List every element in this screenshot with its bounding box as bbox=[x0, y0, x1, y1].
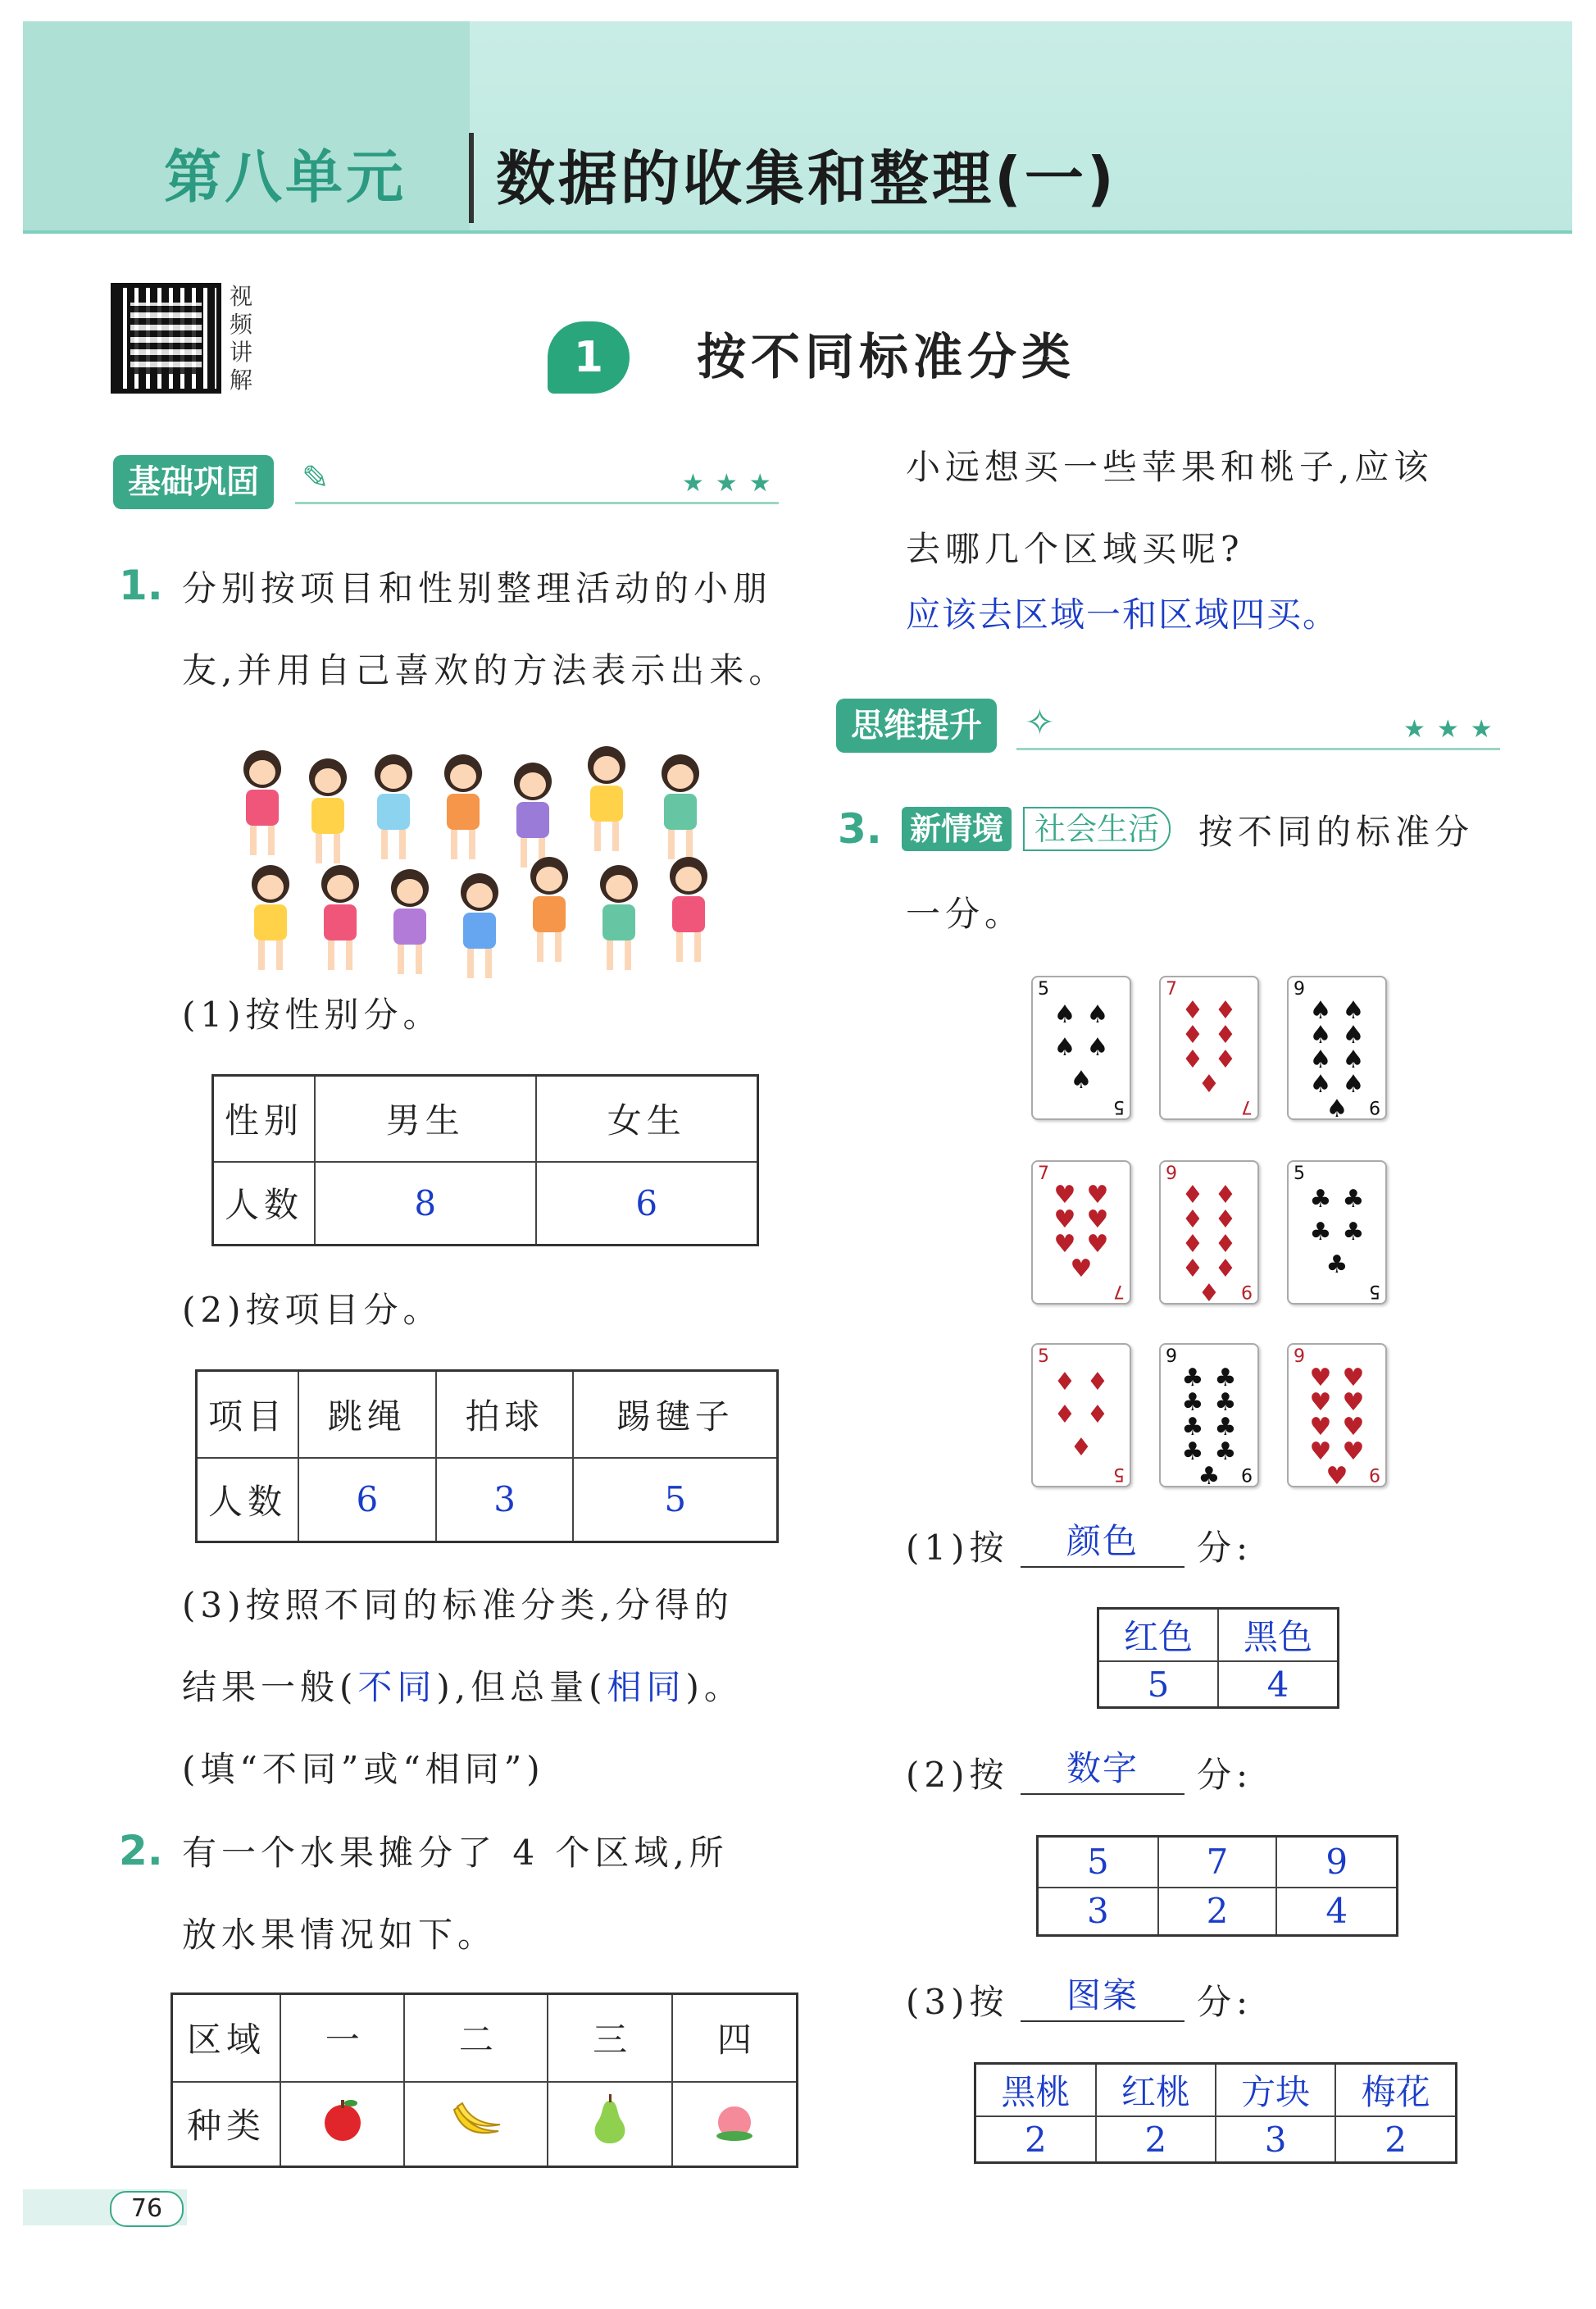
answer-cell: 2 bbox=[1335, 2116, 1456, 2163]
q3-part2-answer: 数字 bbox=[1021, 1744, 1184, 1795]
lesson-number-badge: 1 bbox=[548, 321, 630, 394]
unit-label: 第八单元 bbox=[164, 143, 407, 211]
card-suit-pips bbox=[1048, 1366, 1115, 1464]
answer-cell: 2 bbox=[975, 2116, 1096, 2163]
q3-part2-suffix: 分: bbox=[1197, 1755, 1253, 1795]
answer-cell: 6 bbox=[298, 1458, 436, 1542]
answer-cell: 5 bbox=[573, 1458, 777, 1542]
playing-card bbox=[1159, 1160, 1259, 1308]
table-header: 性别 bbox=[213, 1076, 316, 1162]
playing-card bbox=[1287, 1160, 1387, 1305]
card-rank: 7 bbox=[1166, 979, 1177, 1000]
q1-part3-line2 bbox=[182, 1663, 743, 1712]
q3-part3-suffix: 分: bbox=[1197, 1982, 1253, 2022]
q2-line1: 有一个水果摊分了 4 个区域,所 bbox=[182, 1833, 729, 1873]
section-basic-label: 基础巩固 bbox=[128, 463, 259, 501]
suit-icon: ♦ bbox=[1214, 996, 1237, 1025]
suit-icon: ♣ bbox=[1181, 1413, 1204, 1441]
suit-icon: ♥ bbox=[1325, 1462, 1348, 1491]
suit-icon: ♦ bbox=[1214, 1205, 1237, 1234]
text-fragment: )。 bbox=[685, 1667, 743, 1707]
card-rank: 9 bbox=[1241, 1281, 1253, 1301]
suit-icon: ♥ bbox=[1309, 1437, 1332, 1466]
q1-number: 1. bbox=[119, 562, 163, 609]
q1-line1: 分别按项目和性别整理活动的小朋 bbox=[182, 568, 773, 608]
suit-icon: ♦ bbox=[1070, 1433, 1093, 1462]
table-header: 区域 bbox=[172, 1994, 281, 2082]
suit-icon: ♥ bbox=[1342, 1388, 1365, 1417]
suit-icon: ♠ bbox=[1342, 996, 1365, 1025]
qr-code-icon[interactable] bbox=[111, 283, 221, 394]
answer-cell: 3 bbox=[436, 1458, 574, 1542]
answer-cell: 4 bbox=[1218, 1661, 1339, 1708]
card-rank: 5 bbox=[1294, 1164, 1305, 1184]
q1-activity-table bbox=[195, 1369, 779, 1543]
answer-blank-2: 相同 bbox=[607, 1667, 686, 1707]
section-basic-stars: ★★★ bbox=[682, 469, 783, 498]
q1-gender-table bbox=[211, 1074, 759, 1246]
q3-line1: 按不同的标准分 bbox=[1198, 812, 1475, 852]
table-header: 梅花 bbox=[1335, 2064, 1456, 2117]
suit-icon: ♣ bbox=[1198, 1462, 1221, 1491]
suit-icon: ♣ bbox=[1181, 1388, 1204, 1417]
card-rank: 9 bbox=[1166, 1164, 1177, 1184]
table-header: 7 bbox=[1158, 1837, 1277, 1888]
card-rank: 5 bbox=[1113, 1096, 1125, 1117]
playing-card bbox=[1031, 976, 1131, 1120]
card-rank: 5 bbox=[1038, 1346, 1049, 1367]
suit-icon: ♥ bbox=[1086, 1230, 1109, 1259]
suit-icon: ♥ bbox=[1342, 1364, 1365, 1392]
suit-icon: ♥ bbox=[1053, 1205, 1076, 1234]
answer-cell: 2 bbox=[1158, 1888, 1277, 1936]
answer-cell: 3 bbox=[1216, 2116, 1335, 2163]
suit-icon: ♠ bbox=[1086, 1000, 1109, 1029]
suit-icon: ♦ bbox=[1181, 1181, 1204, 1209]
q3-tag-new-context: 新情境 bbox=[902, 807, 1012, 851]
suit-icon: ♦ bbox=[1181, 1045, 1204, 1074]
suit-icon: ♦ bbox=[1214, 1255, 1237, 1283]
card-rank: 9 bbox=[1294, 1346, 1305, 1367]
card-suit-pips bbox=[1175, 1364, 1243, 1491]
suit-icon: ♠ bbox=[1309, 1045, 1332, 1074]
section-basic-line bbox=[295, 502, 779, 504]
suit-icon: ♣ bbox=[1214, 1388, 1237, 1417]
suit-icon: ♣ bbox=[1325, 1250, 1348, 1279]
card-rank: 7 bbox=[1241, 1096, 1253, 1117]
q1-line2: 友,并用自己喜欢的方法表示出来。 bbox=[182, 650, 789, 690]
section-basic-banner bbox=[113, 455, 274, 509]
table-header: 三 bbox=[548, 1994, 671, 2082]
playing-card bbox=[1031, 1160, 1131, 1305]
q2-question-line2: 去哪几个区域买呢? bbox=[906, 529, 1244, 569]
suit-icon: ♣ bbox=[1181, 1437, 1204, 1466]
table-header: 四 bbox=[672, 1994, 798, 2082]
section-advanced-banner bbox=[836, 699, 997, 753]
q3-part1-answer: 颜色 bbox=[1021, 1517, 1184, 1568]
suit-icon: ♦ bbox=[1181, 996, 1204, 1025]
suit-icon: ♥ bbox=[1086, 1205, 1109, 1234]
q3-line2: 一分。 bbox=[906, 894, 1025, 934]
card-rank: 5 bbox=[1113, 1464, 1125, 1484]
q2-answer: 应该去区域一和区域四买。 bbox=[906, 594, 1339, 635]
suit-icon: ♠ bbox=[1325, 1095, 1348, 1123]
suit-icon: ♦ bbox=[1181, 1255, 1204, 1283]
suit-icon: ♦ bbox=[1181, 1205, 1204, 1234]
table-header: 一 bbox=[280, 1994, 404, 2082]
q1-part1-label: (1)按性别分。 bbox=[182, 995, 443, 1035]
apple-icon bbox=[280, 2082, 404, 2167]
suit-icon: ♣ bbox=[1181, 1364, 1204, 1392]
answer-cell: 4 bbox=[1276, 1888, 1397, 1936]
suit-icon: ♥ bbox=[1309, 1364, 1332, 1392]
qr-label: 视频讲解 bbox=[230, 283, 253, 394]
suit-icon: ♣ bbox=[1342, 1185, 1365, 1214]
suit-icon: ♣ bbox=[1309, 1185, 1332, 1214]
pear-icon bbox=[548, 2082, 671, 2167]
card-rank: 7 bbox=[1113, 1281, 1125, 1301]
answer-cell: 6 bbox=[536, 1162, 758, 1246]
suit-icon: ♣ bbox=[1214, 1437, 1237, 1466]
suit-icon: ♠ bbox=[1086, 1033, 1109, 1062]
suit-icon: ♦ bbox=[1214, 1230, 1237, 1259]
card-rank: 5 bbox=[1369, 1281, 1380, 1301]
suit-icon: ♣ bbox=[1342, 1218, 1365, 1246]
q3-part3-prefix: (3)按 bbox=[906, 1982, 1009, 2022]
header-divider bbox=[469, 133, 474, 223]
table-header: 5 bbox=[1038, 1837, 1158, 1888]
q2-number: 2. bbox=[119, 1827, 163, 1874]
table-header: 女生 bbox=[536, 1076, 758, 1162]
q2-line2: 放水果情况如下。 bbox=[182, 1915, 498, 1955]
suit-icon: ♣ bbox=[1214, 1413, 1237, 1441]
table-header: 项目 bbox=[197, 1371, 299, 1458]
suit-icon: ♦ bbox=[1181, 1021, 1204, 1050]
q3-part1-prefix: (1)按 bbox=[906, 1528, 1009, 1568]
table-header: 跳绳 bbox=[298, 1371, 436, 1458]
q1-part2-label: (2)按项目分。 bbox=[182, 1290, 443, 1330]
suit-icon: ♦ bbox=[1214, 1045, 1237, 1074]
suit-icon: ♠ bbox=[1309, 996, 1332, 1025]
answer-cell: 2 bbox=[1096, 2116, 1216, 2163]
table-header: 红色 bbox=[1098, 1609, 1219, 1662]
playing-card bbox=[1287, 1343, 1387, 1491]
playing-card bbox=[1031, 1343, 1131, 1487]
text-fragment: ),但总量( bbox=[436, 1667, 607, 1707]
suit-icon: ♦ bbox=[1053, 1400, 1076, 1429]
page-number: 76 bbox=[110, 2191, 184, 2227]
answer-cell: 5 bbox=[1098, 1661, 1219, 1708]
pencil-icon: ✎ bbox=[302, 459, 330, 497]
table-header: 黑桃 bbox=[975, 2064, 1096, 2117]
answer-cell: 8 bbox=[315, 1162, 536, 1246]
suit-icon: ♦ bbox=[1053, 1368, 1076, 1396]
row-label: 种类 bbox=[172, 2082, 281, 2167]
q2-question-line1: 小远想买一些苹果和桃子,应该 bbox=[906, 447, 1434, 487]
card-suit-pips bbox=[1175, 1181, 1243, 1308]
suit-icon: ♥ bbox=[1086, 1181, 1109, 1209]
suit-icon: ♦ bbox=[1214, 1181, 1237, 1209]
section-advanced-label: 思维提升 bbox=[851, 707, 982, 745]
q3-part2-prefix: (2)按 bbox=[906, 1755, 1009, 1795]
card-suit-pips bbox=[1303, 1364, 1371, 1491]
suit-icon: ♠ bbox=[1070, 1066, 1093, 1095]
suit-icon: ♠ bbox=[1342, 1045, 1365, 1074]
card-suit-pips bbox=[1303, 996, 1371, 1123]
sparkle-icon: ✧ bbox=[1025, 702, 1055, 744]
suit-icon: ♥ bbox=[1342, 1437, 1365, 1466]
q3-number-table bbox=[1036, 1835, 1398, 1937]
q3-tag-social-life: 社会生活 bbox=[1023, 807, 1171, 851]
suit-icon: ♦ bbox=[1198, 1279, 1221, 1308]
lesson-title: 按不同标准分类 bbox=[697, 329, 1075, 386]
q1-part3-line1: (3)按照不同的标准分类,分得的 bbox=[182, 1585, 734, 1625]
suit-icon: ♠ bbox=[1342, 1021, 1365, 1050]
card-suit-pips bbox=[1048, 1183, 1115, 1282]
card-rank: 5 bbox=[1038, 979, 1049, 1000]
suit-icon: ♣ bbox=[1309, 1218, 1332, 1246]
card-rank: 9 bbox=[1166, 1346, 1177, 1367]
unit-title: 数据的收集和整理(一) bbox=[496, 144, 1117, 213]
playing-card bbox=[1159, 1343, 1259, 1491]
suit-icon: ♦ bbox=[1086, 1400, 1109, 1429]
text-fragment: 结果一般( bbox=[182, 1667, 358, 1707]
answer-blank-1: 不同 bbox=[357, 1667, 437, 1707]
table-header: 红桃 bbox=[1096, 2064, 1216, 2117]
table-header: 方块 bbox=[1216, 2064, 1335, 2117]
card-rank: 9 bbox=[1241, 1464, 1253, 1484]
section-advanced-stars: ★★★ bbox=[1403, 715, 1504, 744]
card-suit-pips bbox=[1175, 996, 1243, 1099]
row-label: 人数 bbox=[213, 1162, 316, 1246]
table-header: 黑色 bbox=[1218, 1609, 1339, 1662]
card-suit-pips bbox=[1048, 999, 1115, 1097]
peach-icon bbox=[672, 2082, 798, 2167]
suit-icon: ♦ bbox=[1214, 1021, 1237, 1050]
suit-icon: ♥ bbox=[1342, 1413, 1365, 1441]
suit-icon: ♥ bbox=[1053, 1230, 1076, 1259]
q3-part3-answer: 图案 bbox=[1021, 1971, 1184, 2022]
suit-icon: ♣ bbox=[1214, 1364, 1237, 1392]
card-rank: 9 bbox=[1369, 1096, 1380, 1117]
kids-illustration bbox=[230, 734, 754, 959]
card-suit-pips bbox=[1303, 1183, 1371, 1282]
card-rank: 9 bbox=[1369, 1464, 1380, 1484]
table-header: 拍球 bbox=[436, 1371, 574, 1458]
suit-icon: ♠ bbox=[1309, 1070, 1332, 1099]
suit-icon: ♥ bbox=[1309, 1413, 1332, 1441]
q3-number: 3. bbox=[838, 805, 882, 853]
suit-icon: ♦ bbox=[1181, 1230, 1204, 1259]
q3-part1-suffix: 分: bbox=[1197, 1528, 1253, 1568]
q1-part3-line3: (填“不同”或“相同”) bbox=[182, 1749, 545, 1789]
card-rank: 7 bbox=[1038, 1164, 1049, 1184]
playing-card bbox=[1287, 976, 1387, 1123]
table-header: 踢毽子 bbox=[573, 1371, 777, 1458]
table-header: 男生 bbox=[315, 1076, 536, 1162]
suit-icon: ♦ bbox=[1198, 1070, 1221, 1099]
suit-icon: ♠ bbox=[1053, 1033, 1076, 1062]
q2-fruit-table bbox=[171, 1992, 798, 2168]
suit-icon: ♦ bbox=[1086, 1368, 1109, 1396]
q3-suit-table bbox=[974, 2062, 1457, 2164]
suit-icon: ♠ bbox=[1053, 1000, 1076, 1029]
suit-icon: ♠ bbox=[1309, 1021, 1332, 1050]
table-header: 二 bbox=[404, 1994, 548, 2082]
row-label: 人数 bbox=[197, 1458, 299, 1542]
banana-icon bbox=[404, 2082, 548, 2167]
table-header: 9 bbox=[1276, 1837, 1397, 1888]
suit-icon: ♥ bbox=[1309, 1388, 1332, 1417]
suit-icon: ♥ bbox=[1053, 1181, 1076, 1209]
card-rank: 9 bbox=[1294, 979, 1305, 1000]
suit-icon: ♠ bbox=[1342, 1070, 1365, 1099]
playing-card bbox=[1159, 976, 1259, 1120]
suit-icon: ♥ bbox=[1070, 1255, 1093, 1283]
answer-cell: 3 bbox=[1038, 1888, 1158, 1936]
section-advanced-line bbox=[1016, 748, 1500, 750]
q3-color-table bbox=[1097, 1607, 1339, 1709]
